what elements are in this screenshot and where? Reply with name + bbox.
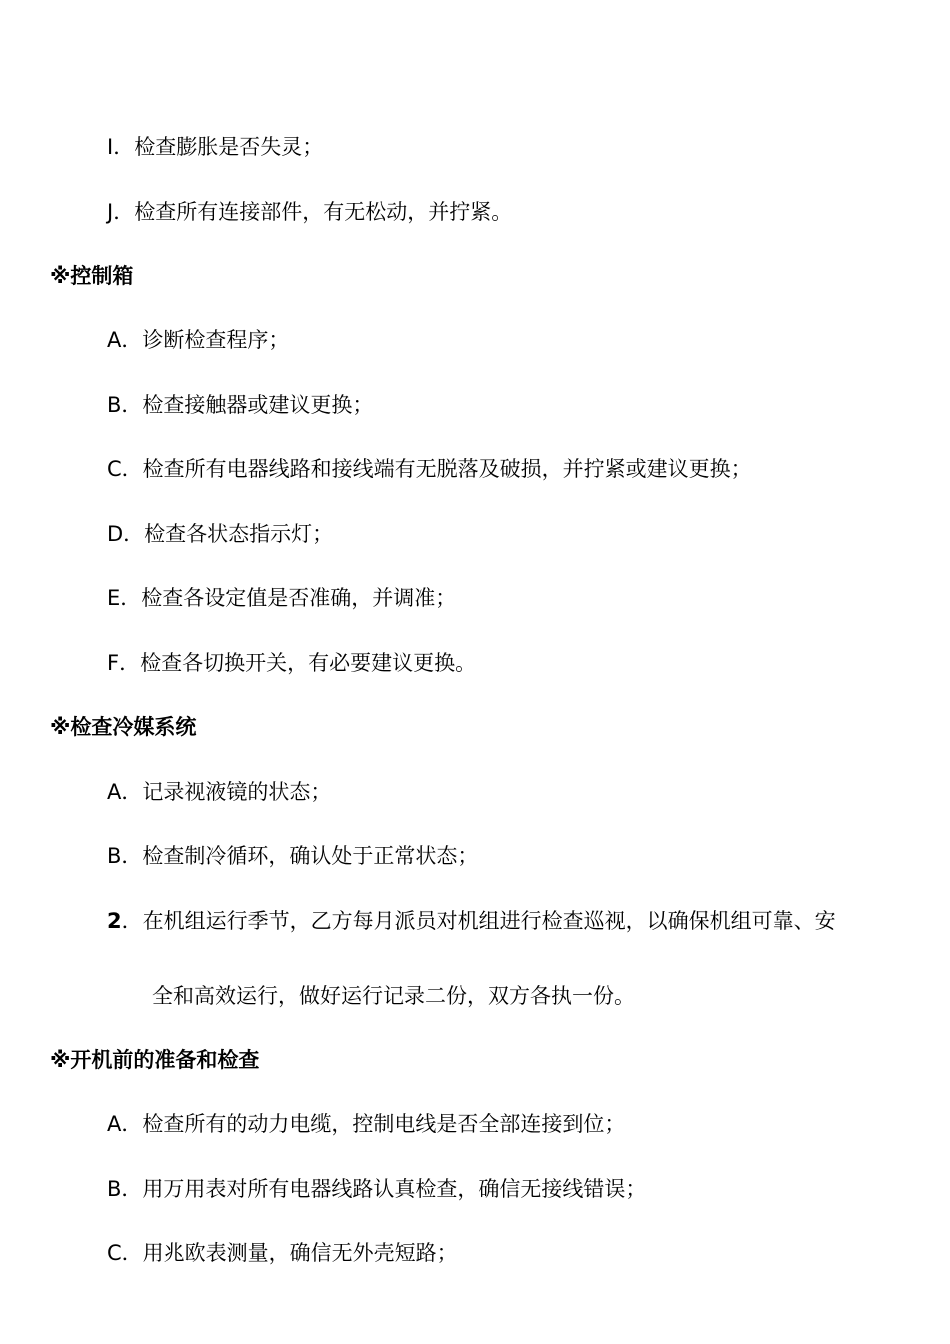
list-item-d: D．检查各状态指示灯； — [107, 522, 334, 546]
numbered-paragraph — [107, 906, 836, 936]
list-item-i: I．检查膨胀是否失灵； — [107, 135, 324, 159]
list-item-e: E．检查各设定值是否准确，并调准； — [107, 586, 457, 610]
list-item-c: C．检查所有电器线路和接线端有无脱落及破损，并拧紧或建议更换； — [107, 457, 752, 481]
list-item-a: A．记录视液镜的状态； — [107, 780, 332, 804]
list-item-j: J．检查所有连接部件，有无松动，并拧紧。 — [107, 200, 513, 224]
section-heading-refrigerant: ※检查冷媒系统 — [50, 715, 197, 739]
paragraph-number: 2 — [107, 909, 122, 933]
list-item-a: A．诊断检查程序； — [107, 328, 290, 352]
paragraph-text: ．在机组运行季节，乙方每月派员对机组进行检查巡视，以确保机组可靠、安 — [121, 909, 836, 933]
list-item-b: B．检查制冷循环，确认处于正常状态； — [107, 844, 479, 868]
list-item-a: A．检查所有的动力电缆，控制电线是否全部连接到位； — [107, 1112, 626, 1136]
section-heading-startup-prep: ※开机前的准备和检查 — [50, 1048, 260, 1072]
list-item-b: B．检查接触器或建议更换； — [107, 393, 374, 417]
section-heading-control-box: ※控制箱 — [50, 264, 134, 288]
paragraph-continuation: 全和高效运行，做好运行记录二份，双方各执一份。 — [152, 984, 635, 1008]
list-item-b: B．用万用表对所有电器线路认真检查，确信无接线错误； — [107, 1177, 647, 1201]
list-item-f: F．检查各切换开关，有必要建议更换。 — [107, 651, 477, 675]
list-item-c: C．用兆欧表测量，确信无外壳短路； — [107, 1241, 458, 1265]
